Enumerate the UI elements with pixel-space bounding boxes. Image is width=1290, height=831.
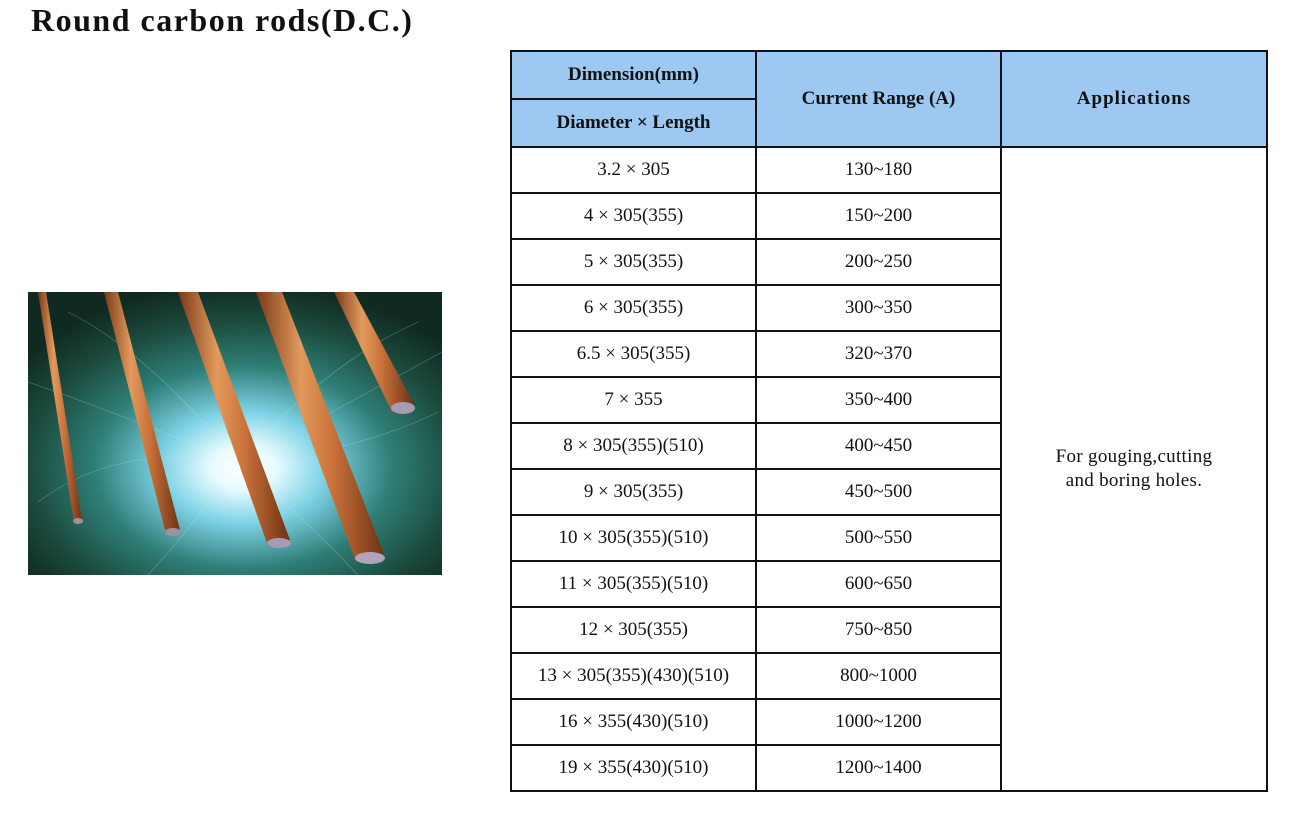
current-cell: 1000~1200 [756, 699, 1001, 745]
table-row [511, 147, 1267, 193]
current-cell: 150~200 [756, 193, 1001, 239]
current-cell: 750~850 [756, 607, 1001, 653]
carbon-rods-photo [28, 292, 442, 575]
dimension-cell: 16 × 355(430)(510) [511, 699, 756, 745]
header-dimension-sub: Diameter × Length [511, 99, 756, 147]
current-cell: 130~180 [756, 147, 1001, 193]
current-cell: 300~350 [756, 285, 1001, 331]
dimension-cell: 11 × 305(355)(510) [511, 561, 756, 607]
current-cell: 450~500 [756, 469, 1001, 515]
header-applications: Applications [1001, 51, 1267, 147]
dimension-cell: 7 × 355 [511, 377, 756, 423]
dimension-cell: 9 × 305(355) [511, 469, 756, 515]
page-title: Round carbon rods(D.C.) [31, 2, 414, 38]
dimension-cell: 6.5 × 305(355) [511, 331, 756, 377]
header-current-range: Current Range (A) [756, 51, 1001, 147]
dimension-cell: 5 × 305(355) [511, 239, 756, 285]
application-line: and boring holes. [1065, 470, 1203, 491]
dimension-cell: 12 × 305(355) [511, 607, 756, 653]
current-cell: 400~450 [756, 423, 1001, 469]
current-cell: 600~650 [756, 561, 1001, 607]
current-cell: 500~550 [756, 515, 1001, 561]
spec-table [510, 50, 1268, 792]
header-dimension: Dimension(mm) [511, 51, 756, 99]
application-cell [1001, 147, 1267, 791]
dimension-cell: 6 × 305(355) [511, 285, 756, 331]
application-line: For gouging,cutting [1055, 446, 1213, 467]
dimension-cell: 8 × 305(355)(510) [511, 423, 756, 469]
dimension-cell: 3.2 × 305 [511, 147, 756, 193]
dimension-cell: 19 × 355(430)(510) [511, 745, 756, 791]
current-cell: 1200~1400 [756, 745, 1001, 791]
current-cell: 350~400 [756, 377, 1001, 423]
dimension-cell: 13 × 305(355)(430)(510) [511, 653, 756, 699]
current-cell: 200~250 [756, 239, 1001, 285]
current-cell: 800~1000 [756, 653, 1001, 699]
dimension-cell: 10 × 305(355)(510) [511, 515, 756, 561]
current-cell: 320~370 [756, 331, 1001, 377]
dimension-cell: 4 × 305(355) [511, 193, 756, 239]
